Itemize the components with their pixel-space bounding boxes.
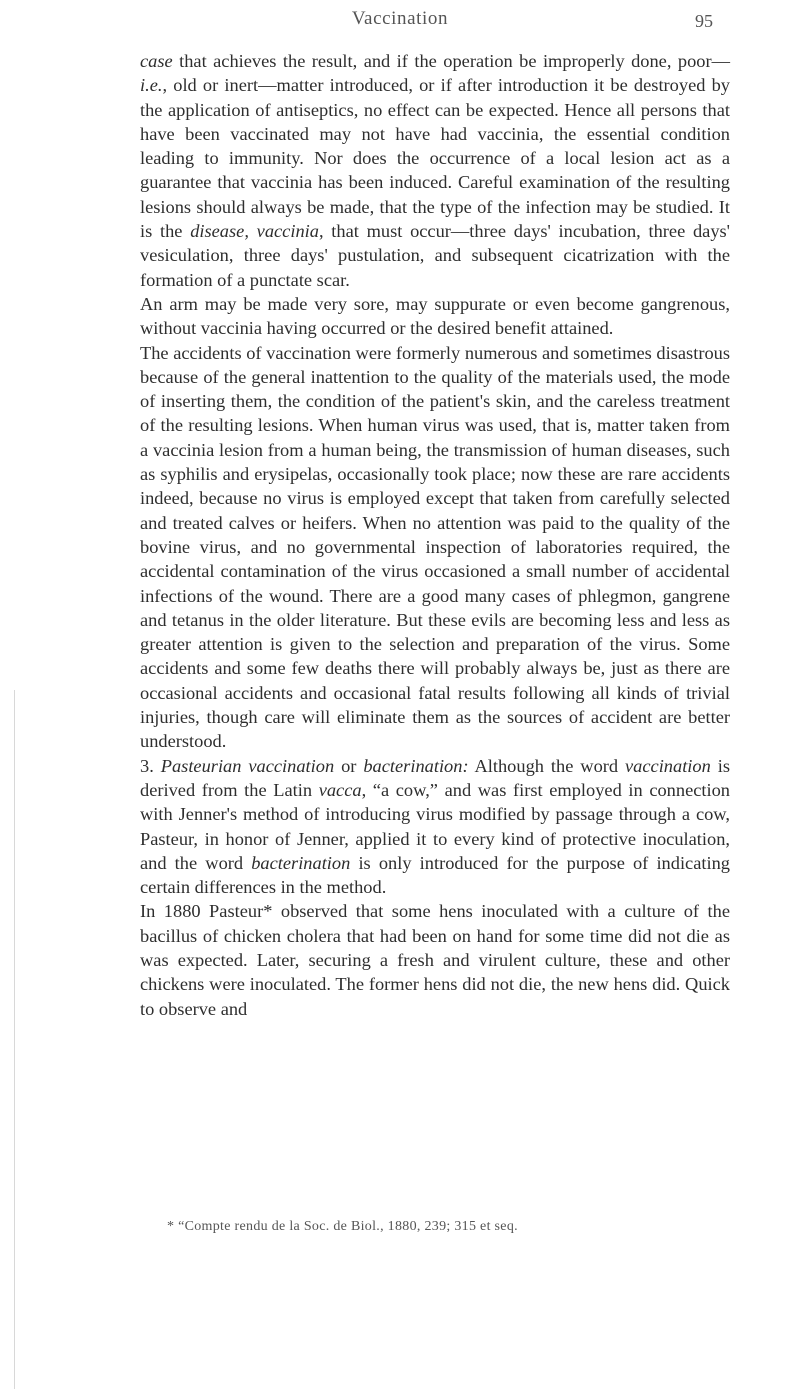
italic-text: disease, vaccinia <box>190 221 319 242</box>
paragraph <box>140 899 730 1020</box>
italic-text: i.e. <box>140 75 163 96</box>
text-run: Although the word <box>468 755 626 776</box>
paragraph <box>140 49 730 292</box>
italic-text: bacterination: <box>363 755 469 776</box>
text-run: is derived from the Latin <box>140 755 731 800</box>
italic-text: bacterination <box>251 852 351 873</box>
paragraph <box>140 341 730 754</box>
footnote: * “Compte rendu de la Soc. de Biol., 1880, 239; 315 et seq. <box>167 1219 518 1234</box>
italic-text: case <box>140 51 173 71</box>
italic-text: vaccination <box>625 755 711 776</box>
text-run: In 1880 Pasteur* observed that some hens inoculated with a culture of the bacillus of chicken cholera that had been on hand for some time did not die as was expected. Later, securing a fresh and virulent culture, these and other chickens were inoculated. The former hens did not die, the new hens did. Quick to observe and <box>140 901 730 1019</box>
paragraph <box>140 292 730 341</box>
text-run: that achieves the result, and if the operation be improperly done, poor— <box>172 51 730 71</box>
body-text <box>140 49 730 1021</box>
page-edge-line <box>14 690 15 1389</box>
text-run: 3. <box>140 755 161 776</box>
running-title: Vaccination <box>351 8 449 29</box>
italic-text: vacca <box>318 779 362 800</box>
page-number: 95 <box>695 11 713 31</box>
text-run: The accidents of vaccination were formerly numerous and sometimes disastrous because of the general inattention to the quality of the materials used, the mode of inserting them, the condition of the patient's skin, and the careless treatment of the resulting lesions. When human virus was used, that is, matter taken from a vaccinia lesion from a human being, the transmission of human diseases, such as syphilis and erysipelas, occasionally took place; now these are rare accidents indeed, because no virus is employed except that taken from carefully selected and treated calves or heifers. When no attention was paid to the quality of the bovine virus, and no governmental inspection of laboratories required, the accidental contamination of the virus occasioned a small number of accidental infections of the wound. There are a good many cases of phlegmon, gangrene and tetanus in the older literature. But these evils are becoming less and less as greater attention is given to the selection and preparation of the virus. Some accidents and some few deaths there will probably always be, just as there are occasional accidents and occasional fatal results following all kinds of trivial injuries, though care will eliminate them as the sources of accident are better understood. <box>140 342 730 752</box>
text-run: , “a cow,” and was first employed in connection with Jenner's method of introducing virus modified by passage through a cow, Pasteur, in honor of Jenner, applied it to every kind of protective inoculation, and the word <box>140 779 731 873</box>
text-run: , old or inert—matter introduced, or if after introduction it be destroyed by the application of antiseptics, no effect can be expected. Hence all persons that have been vaccinated may not have had vaccinia, the essential condition leading to immunity. Nor does the occurrence of a local lesion act as a guarantee that vaccinia has been induced. Careful examination of the resulting lesions should always be made, that the type of the infection may be studied. It is the <box>140 75 730 242</box>
text-run: , that must occur—three days' incubation, three days' vesiculation, three days' pustulation, and subsequent cicatrization with the formation of a punctate scar. <box>140 221 730 290</box>
text-run: is only introduced for the purpose of indicating certain differences in the method. <box>140 852 730 898</box>
text-run: or <box>334 755 364 776</box>
italic-text: Pasteurian vaccination <box>160 755 335 776</box>
running-head <box>0 8 800 42</box>
paragraph <box>140 754 730 900</box>
text-run: An arm may be made very sore, may suppurate or even become gangrenous, without vaccinia having occurred or the desired benefit attained. <box>140 293 730 339</box>
